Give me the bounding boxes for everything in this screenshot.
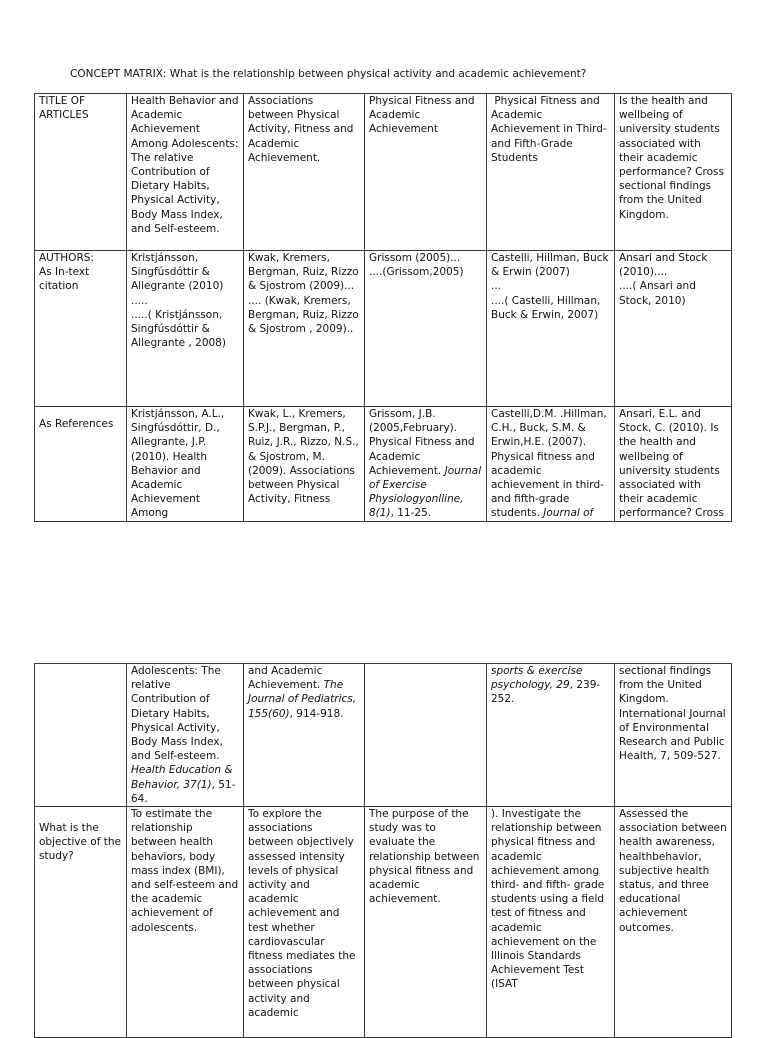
article-5-reference xyxy=(615,407,732,522)
row-label-authors: AUTHORS: As In-text citation xyxy=(35,251,127,407)
row-label-empty xyxy=(35,664,127,807)
row-label-objective-text: What is the objective of the study? xyxy=(39,822,121,863)
article-2-reference-journal: The Journal of Pediatrics, 155(60) xyxy=(248,679,357,720)
article-2-reference-pages: , 914-918. xyxy=(289,707,344,720)
row-label-objective xyxy=(35,807,127,1038)
concept-matrix-title: CONCEPT MATRIX: What is the relationship between physical activity and academic achievement? xyxy=(70,68,587,80)
article-1-citation: Kristjánsson, Singfúsdóttir & Allegrante (2010) ..... .....( Kristjánsson, Singfúsdóttir & Allegrante , 2008) xyxy=(127,251,244,407)
article-4-objective xyxy=(487,807,615,1038)
article-2-reference-cont-plain: and Academic Achievement. xyxy=(248,665,324,692)
objective-row xyxy=(35,807,732,1038)
article-1-objective-text: To estimate the relationship between health behaviors, body mass index (BMI), and self-esteem and the academic achievement of adolescents. xyxy=(131,808,239,934)
article-3-reference-pages: , 11-25. xyxy=(390,507,432,520)
article-2-reference-text: Kwak, L., Kremers, S.P.J., Bergman, P., Ruiz, J.R., Rizzo, N.S., & Sjostrom, M. (2009). Associations between Physical Activity, Fitness xyxy=(248,408,359,506)
article-4-reference-pages: , 239-252. xyxy=(491,679,601,706)
references-row xyxy=(35,407,732,522)
article-4-title: Physical Fitness and Academic Achievement in Third- and Fifth-Grade Students xyxy=(487,94,615,251)
article-1-reference-pages: , 51-64. xyxy=(131,778,236,805)
article-3-reference-plain: Grissom, J.B. (2005,February). Physical Fitness and Academic Achievement. xyxy=(369,408,475,477)
article-3-objective xyxy=(365,807,487,1038)
article-2-reference-cont xyxy=(244,664,365,807)
article-5-reference-text: Ansari, E.L. and Stock, C. (2010). Is the health and wellbeing of university students associated with their academic performance? Cross xyxy=(619,408,724,520)
article-1-reference-cont xyxy=(127,664,244,807)
article-3-citation: Grissom (2005)... ....(Grissom,2005) xyxy=(365,251,487,407)
article-3-title: Physical Fitness and Academic Achievement xyxy=(365,94,487,251)
concept-matrix-table-page-1 xyxy=(34,93,732,522)
row-label-references-text: As References xyxy=(39,418,114,430)
article-2-title: Associations between Physical Activity, Fitness and Academic Achievement. xyxy=(244,94,365,251)
article-2-objective-text: To explore the associations between objectively assessed intensity levels of physical activity and academic achievement and test whether cardiovascular fitness mediates the associations between physical activity and academic xyxy=(248,808,356,1019)
article-1-title: Health Behavior and Academic Achievement Among Adolescents: The relative Contribution of Dietary Habits, Physical Activity, Body Mass Index, and Self-esteem. xyxy=(127,94,244,251)
article-2-citation: Kwak, Kremers, Bergman, Ruiz, Rizzo & Sjostrom (2009)... .... (Kwak, Kremers, Bergman, Ruiz, Rizzo & Sjostrom , 2009).. xyxy=(244,251,365,407)
article-4-citation: Castelli, Hillman, Buck & Erwin (2007) ... ....( Castelli, Hillman, Buck & Erwin, 2007) xyxy=(487,251,615,407)
article-3-objective-text: The purpose of the study was to evaluate the relationship between physical fitness and academic achievement. xyxy=(369,808,480,906)
article-5-objective-text: Assessed the association between health awareness, healthbehavior, subjective health status, and three educational achievement outcomes. xyxy=(619,808,727,934)
article-5-citation: Ansari and Stock (2010).... ....( Ansari and Stock, 2010) xyxy=(615,251,732,407)
article-1-reference-text: Kristjánsson, A.L., Singfúsdóttir, D., Allegrante, J.P. (2010). Health Behavior and Academic Achievement Among xyxy=(131,408,225,520)
article-4-reference xyxy=(487,407,615,522)
article-5-title: Is the health and wellbeing of university students associated with their academic performance? Cross sectional findings from the United Kingdom. xyxy=(615,94,732,251)
article-5-reference-cont: sectional findings from the United Kingdom. International Journal of Environmental Research and Public Health, 7, 509-527. xyxy=(615,664,732,807)
concept-matrix-table-page-2 xyxy=(34,663,732,1038)
article-4-reference-text xyxy=(491,407,610,521)
article-1-objective xyxy=(127,807,244,1038)
references-continued-row xyxy=(35,664,732,807)
article-5-objective xyxy=(615,807,732,1038)
article-4-reference-cont xyxy=(487,664,615,807)
article-3-reference xyxy=(365,407,487,522)
row-label-titles: TITLE OF ARTICLES xyxy=(35,94,127,251)
article-2-reference xyxy=(244,407,365,522)
titles-row xyxy=(35,94,732,251)
article-2-objective xyxy=(244,807,365,1038)
article-3-reference-text xyxy=(369,407,482,521)
article-4-reference-plain: Castelli,D.M. .Hillman, C.H., Buck, S.M. & Erwin,H.E. (2007). Physical fitness and academic achievement in third- and fifth-grade students. xyxy=(491,408,607,520)
article-1-reference-journal: Health Education & Behavior, 37(1) xyxy=(131,764,233,791)
authors-row xyxy=(35,251,732,407)
article-1-reference xyxy=(127,407,244,522)
article-1-reference-cont-plain: Adolescents: The relative Contribution of Dietary Habits, Physical Activity, Body Mass Index, and Self-esteem. xyxy=(131,665,223,763)
article-3-reference-cont xyxy=(365,664,487,807)
article-4-objective-text: ). Investigate the relationship between physical fitness and academic achievement among third- and fifth- grade students using a field test of fitness and academic achievement on the Illinois Standards Achievement Test (ISAT xyxy=(491,808,605,991)
article-3-reference-journal: Journal of Exercise Physiologyonlline, 8(1) xyxy=(369,464,482,520)
article-4-reference-journal: Journal of xyxy=(543,507,594,520)
article-4-reference-journal-cont: sports & exercise psychology, 29 xyxy=(491,665,583,692)
row-label-references xyxy=(35,407,127,522)
